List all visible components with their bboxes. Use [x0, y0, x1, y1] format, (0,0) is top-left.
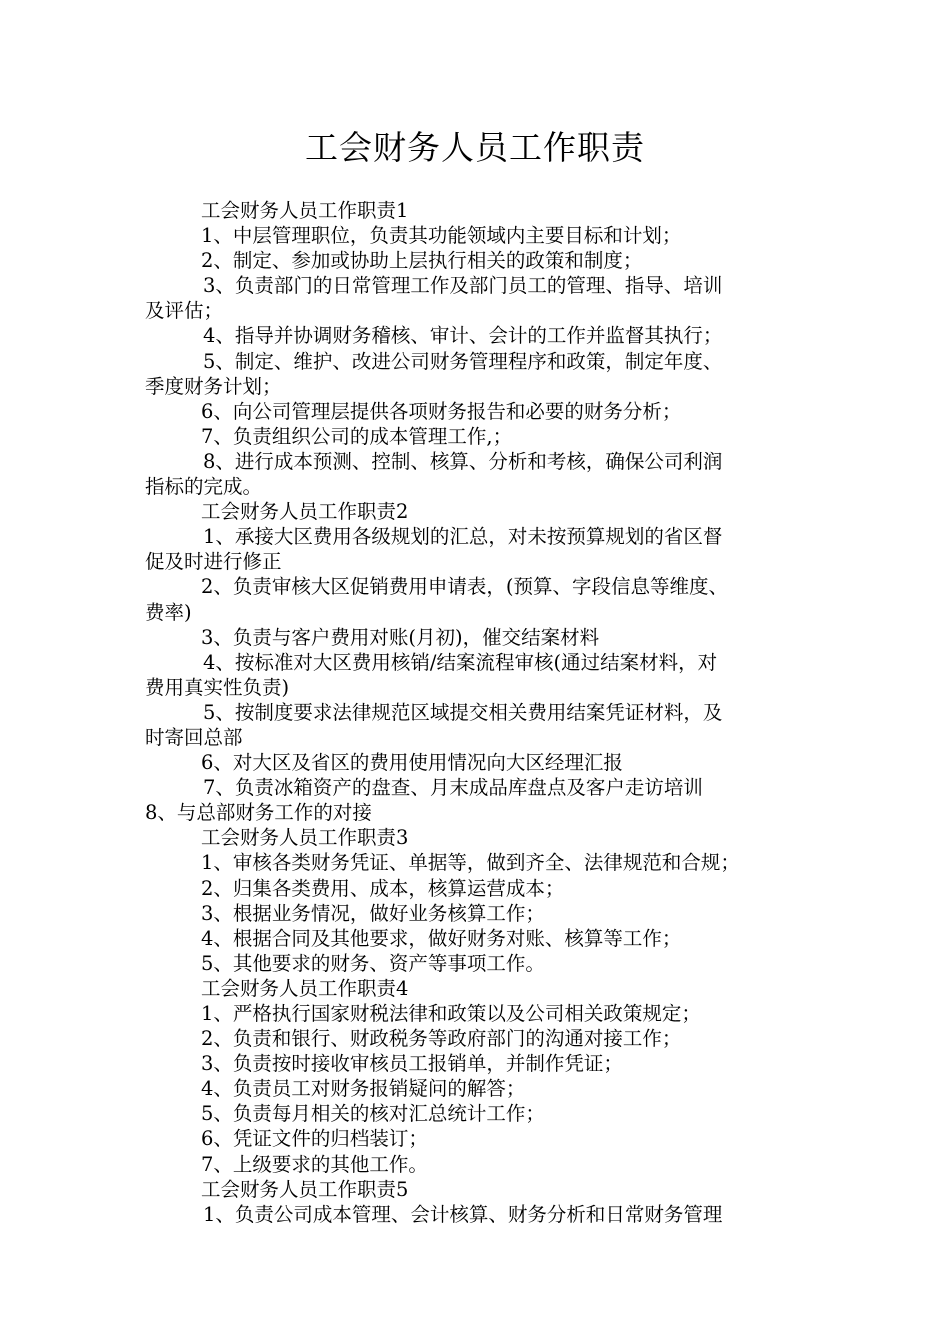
paragraph-line: 1、中层管理职位，负责其功能领域内主要目标和计划；	[201, 224, 682, 248]
paragraph-line: 4、根据合同及其他要求，做好财务对账、核算等工作；	[201, 926, 682, 950]
paragraph-line: 4、指导并协调财务稽核、审计、会计的工作并监督其执行；	[203, 324, 723, 348]
paragraph-line: 8、进行成本预测、控制、核算、分析和考核，确保公司利润	[203, 449, 723, 473]
paragraph-line: 8、与总部财务工作的对接	[145, 801, 372, 825]
paragraph-line: 2、归集各类费用、成本，核算运营成本；	[201, 876, 565, 900]
paragraph-line: 5、制定、维护、改进公司财务管理程序和政策，制定年度、	[203, 349, 723, 373]
paragraph-line: 6、向公司管理层提供各项财务报告和必要的财务分析；	[201, 399, 682, 423]
paragraph-line: 5、负责每月相关的核对汇总统计工作；	[201, 1102, 545, 1126]
paragraph-line: 3、根据业务情况，做好业务核算工作；	[201, 901, 545, 925]
paragraph-line: 3、负责部门的日常管理工作及部门员工的管理、指导、培训	[203, 274, 723, 298]
paragraph-line: 3、负责与客户费用对账(月初)，催交结案材料	[201, 625, 600, 649]
section-heading-5: 工会财务人员工作职责5	[201, 1177, 409, 1201]
paragraph-line-continuation: 促及时进行修正	[145, 550, 282, 574]
paragraph-line-continuation: 费率)	[145, 600, 192, 624]
section-heading-4: 工会财务人员工作职责4	[201, 976, 409, 1000]
paragraph-line: 7、负责冰箱资产的盘查、月末成品库盘点及客户走访培训	[203, 776, 703, 800]
section-heading-1: 工会财务人员工作职责1	[201, 199, 409, 222]
paragraph-line: 1、承接大区费用各级规划的汇总，对未按预算规划的省区督	[203, 525, 723, 549]
paragraph-line-continuation: 费用真实性负责)	[145, 675, 290, 699]
section-heading-3: 工会财务人员工作职责3	[201, 826, 409, 850]
paragraph-line: 6、对大区及省区的费用使用情况向大区经理汇报	[201, 751, 623, 775]
paragraph-line: 7、负责组织公司的成本管理工作,；	[201, 424, 513, 448]
paragraph-line: 5、其他要求的财务、资产等事项工作。	[201, 951, 545, 975]
paragraph-line: 2、制定、参加或协助上层执行相关的政策和制度；	[201, 249, 643, 273]
paragraph-line: 4、按标准对大区费用核销/结案流程审核(通过结案材料，对	[203, 650, 718, 674]
paragraph-line: 3、负责按时接收审核员工报销单，并制作凭证；	[201, 1052, 623, 1076]
paragraph-line: 1、严格执行国家财税法律和政策以及公司相关政策规定；	[201, 1002, 701, 1025]
paragraph-line: 4、负责员工对财务报销疑问的解答；	[201, 1077, 526, 1101]
paragraph-line: 5、按制度要求法律规范区域提交相关费用结案凭证材料，及	[203, 700, 723, 724]
paragraph-line-continuation: 指标的完成。	[145, 475, 263, 499]
section-heading-2: 工会财务人员工作职责2	[201, 500, 409, 524]
paragraph-line: 7、上级要求的其他工作。	[201, 1152, 428, 1176]
document-body	[145, 198, 810, 1227]
document-title: 工会财务人员工作职责	[305, 128, 645, 167]
paragraph-line: 2、负责审核大区促销费用申请表，(预算、字段信息等维度、	[201, 575, 729, 599]
paragraph-line-continuation: 季度财务计划；	[145, 374, 282, 398]
paragraph-line: 1、负责公司成本管理、会计核算、财务分析和日常财务管理	[203, 1202, 723, 1226]
paragraph-line-continuation: 及评估；	[145, 299, 224, 323]
paragraph-line-continuation: 时寄回总部	[145, 725, 243, 749]
paragraph-line: 1、审核各类财务凭证、单据等，做到齐全、法律规范和合规；	[201, 851, 740, 875]
paragraph-line: 2、负责和银行、财政税务等政府部门的沟通对接工作；	[201, 1027, 682, 1051]
paragraph-line: 6、凭证文件的归档装订；	[201, 1127, 428, 1151]
